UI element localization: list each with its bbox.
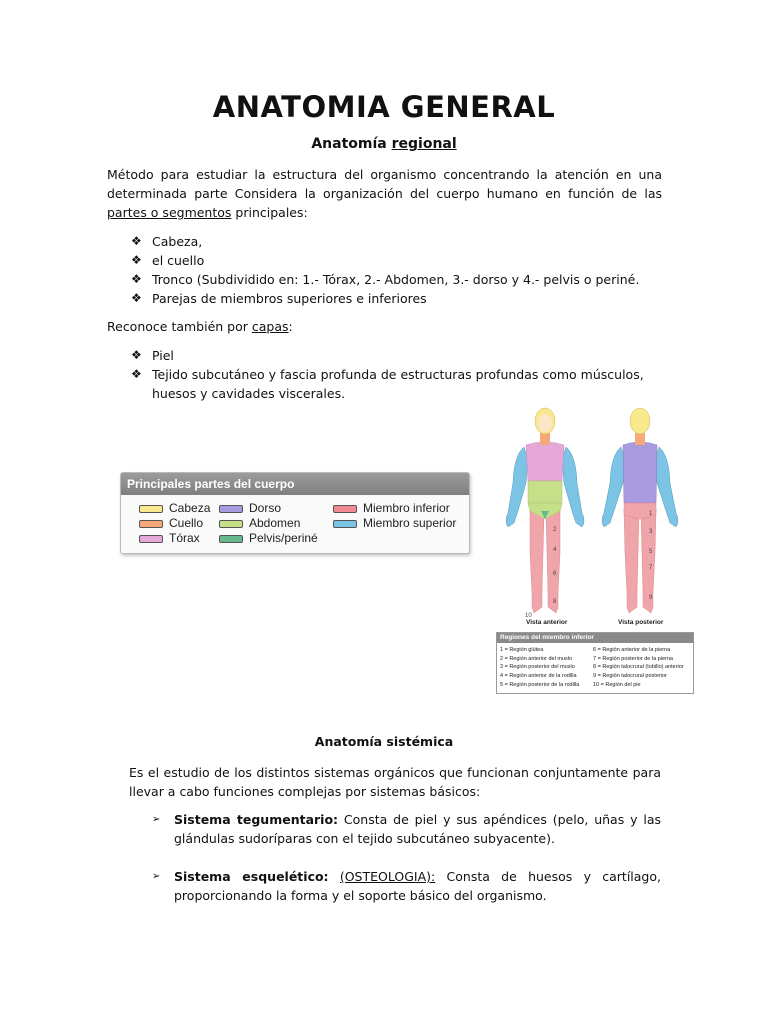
- legend-swatch: [139, 520, 163, 528]
- region-number: 3: [649, 529, 653, 535]
- system-extra: (OSTEOLOGIA):: [339, 869, 436, 884]
- list-item: [131, 232, 671, 251]
- region-number: 9: [649, 595, 653, 601]
- bullet-icon: ❖: [131, 348, 142, 362]
- arrow-icon: ➢: [152, 814, 161, 825]
- legend-item-miembro-inferior: [333, 501, 450, 515]
- legend-swatch: [333, 505, 357, 513]
- region-entry: 3 = Región posterior del muslo: [500, 664, 575, 671]
- legend-label: Miembro superior: [363, 516, 457, 530]
- systemic-intro: Es el estudio de los distintos sistemas orgánicos que funcionan conjuntamente para llevar a cabo funciones complejas por sistemas básicos:: [129, 765, 661, 799]
- legend-label: Cabeza: [169, 501, 211, 515]
- legend-item-dorso: [219, 501, 281, 515]
- back-view-label: Vista posterior: [618, 619, 664, 626]
- list-item-text: Parejas de miembros superiores e inferiores: [152, 291, 427, 306]
- region-number: 7: [649, 565, 653, 571]
- region-entry: 2 = Región anterior del muslo: [500, 655, 572, 662]
- body-parts-legend: [120, 472, 470, 554]
- bullet-icon: ❖: [131, 367, 142, 381]
- layers-paragraph: [107, 317, 662, 336]
- legend-swatch: [219, 520, 243, 528]
- body-regions-illustration: [496, 403, 694, 625]
- region-entry: 8 = Región talocrural (tobillo) anterior: [593, 664, 684, 671]
- page-title: ANATOMIA GENERAL: [212, 90, 556, 124]
- region-entry: 6 = Región anterior de la pierna: [593, 647, 671, 653]
- bullet-icon: ❖: [131, 253, 142, 267]
- legend-swatch: [333, 520, 357, 528]
- legend-item-miembro-superior: [333, 516, 456, 530]
- region-entry: 5 = Región posterior de la rodilla: [500, 681, 580, 688]
- front-view-label: Vista anterior: [526, 619, 568, 626]
- region-number: 2: [553, 527, 557, 533]
- layers-list: [131, 346, 651, 403]
- region-entry: 10 = Región del pie: [593, 681, 641, 688]
- regions-table: [496, 632, 694, 694]
- region-number: 1: [649, 511, 653, 517]
- region-entry: 4 = Región anterior de la rodilla: [500, 673, 577, 680]
- bullet-icon: ❖: [131, 291, 142, 305]
- list-item-text: Tronco (Subdividido en: 1.- Tórax, 2.- Abdomen, 3.- dorso y 4.- pelvis o periné.: [152, 272, 640, 287]
- regions-col-right: [593, 646, 684, 690]
- layers-colon: :: [288, 319, 293, 334]
- intro-underlined: partes o segmentos: [107, 205, 232, 220]
- legend-item-pelvis: [219, 531, 318, 545]
- back-body: [602, 408, 678, 613]
- bullet-icon: ❖: [131, 272, 142, 286]
- region-number: 6: [553, 571, 557, 577]
- list-item: [131, 346, 651, 365]
- list-item: [131, 270, 671, 289]
- anatomy-figure: [496, 403, 694, 693]
- legend-label: Pelvis/periné: [249, 531, 318, 545]
- legend-item-torax: [139, 531, 200, 545]
- layers-text: Reconoce también por: [107, 319, 248, 334]
- bullet-icon: ❖: [131, 234, 142, 248]
- intro-text: Método para estudiar la estructura del organismo concentrando la atención en una determinada parte Considera la organización del cuerpo humano en función de las: [107, 167, 662, 201]
- subtitle-word: Anatomía: [311, 136, 387, 152]
- legend-item-abdomen: [219, 516, 300, 530]
- legend-title: Principales partes del cuerpo: [121, 473, 469, 495]
- system-description: Consta de piel y sus apéndices (pelo, uñas y las glándulas sudoríparas con el tejido subcutáneo subyacente).: [174, 812, 662, 846]
- region-entry: 1 = Región glútea: [500, 647, 544, 653]
- system-description: Consta de huesos y cartílago, proporcionando la forma y el soporte básico del organismo.: [174, 869, 661, 903]
- system-name: Sistema tegumentario:: [174, 812, 339, 827]
- list-item-text: Piel: [152, 348, 174, 363]
- region-number: 8: [553, 599, 557, 605]
- regions-table-title: Regiones del miembro inferior: [497, 633, 693, 643]
- list-item-text: Cabeza,: [152, 234, 203, 249]
- list-item: [131, 365, 651, 403]
- legend-swatch: [139, 535, 163, 543]
- layers-underlined: capas: [251, 319, 289, 334]
- body-parts-list: [131, 232, 671, 308]
- region-number: 5: [649, 549, 653, 555]
- section-title-regional: [0, 136, 768, 152]
- region-entry: 7 = Región posterior de la pierna: [593, 655, 673, 662]
- legend-swatch: [219, 505, 243, 513]
- region-number: 10: [525, 613, 532, 619]
- arrow-icon: ➢: [152, 871, 161, 882]
- intro-paragraph: [107, 165, 662, 222]
- list-item-text: Tejido subcutáneo y fascia profunda de estructuras profundas como músculos, huesos y cavidades viscerales.: [152, 367, 644, 401]
- legend-item-cuello: [139, 516, 203, 530]
- region-entry: 9 = Región talocrural posterior: [593, 673, 667, 680]
- subtitle-underlined-word: regional: [391, 136, 457, 152]
- legend-label: Abdomen: [249, 516, 301, 530]
- region-number: 4: [553, 547, 557, 553]
- system-name: Sistema esquelético:: [174, 869, 329, 884]
- legend-label: Cuello: [169, 516, 204, 530]
- legend-grid: [121, 495, 469, 551]
- systems-list: [152, 810, 661, 905]
- legend-label: Dorso: [249, 501, 282, 515]
- list-item: [131, 289, 671, 308]
- list-item-text: el cuello: [152, 253, 205, 268]
- legend-swatch: [139, 505, 163, 513]
- legend-label: Miembro inferior: [363, 501, 450, 515]
- intro-text-end: principales:: [235, 205, 308, 220]
- section-title-systemic: Anatomía sistémica: [314, 734, 454, 749]
- list-item: [152, 867, 661, 905]
- regions-col-left: [500, 646, 579, 690]
- list-item: [131, 251, 671, 270]
- front-body: [506, 408, 584, 613]
- list-item: [152, 810, 661, 848]
- legend-swatch: [219, 535, 243, 543]
- legend-label: Tórax: [169, 531, 200, 545]
- legend-item-cabeza: [139, 501, 210, 515]
